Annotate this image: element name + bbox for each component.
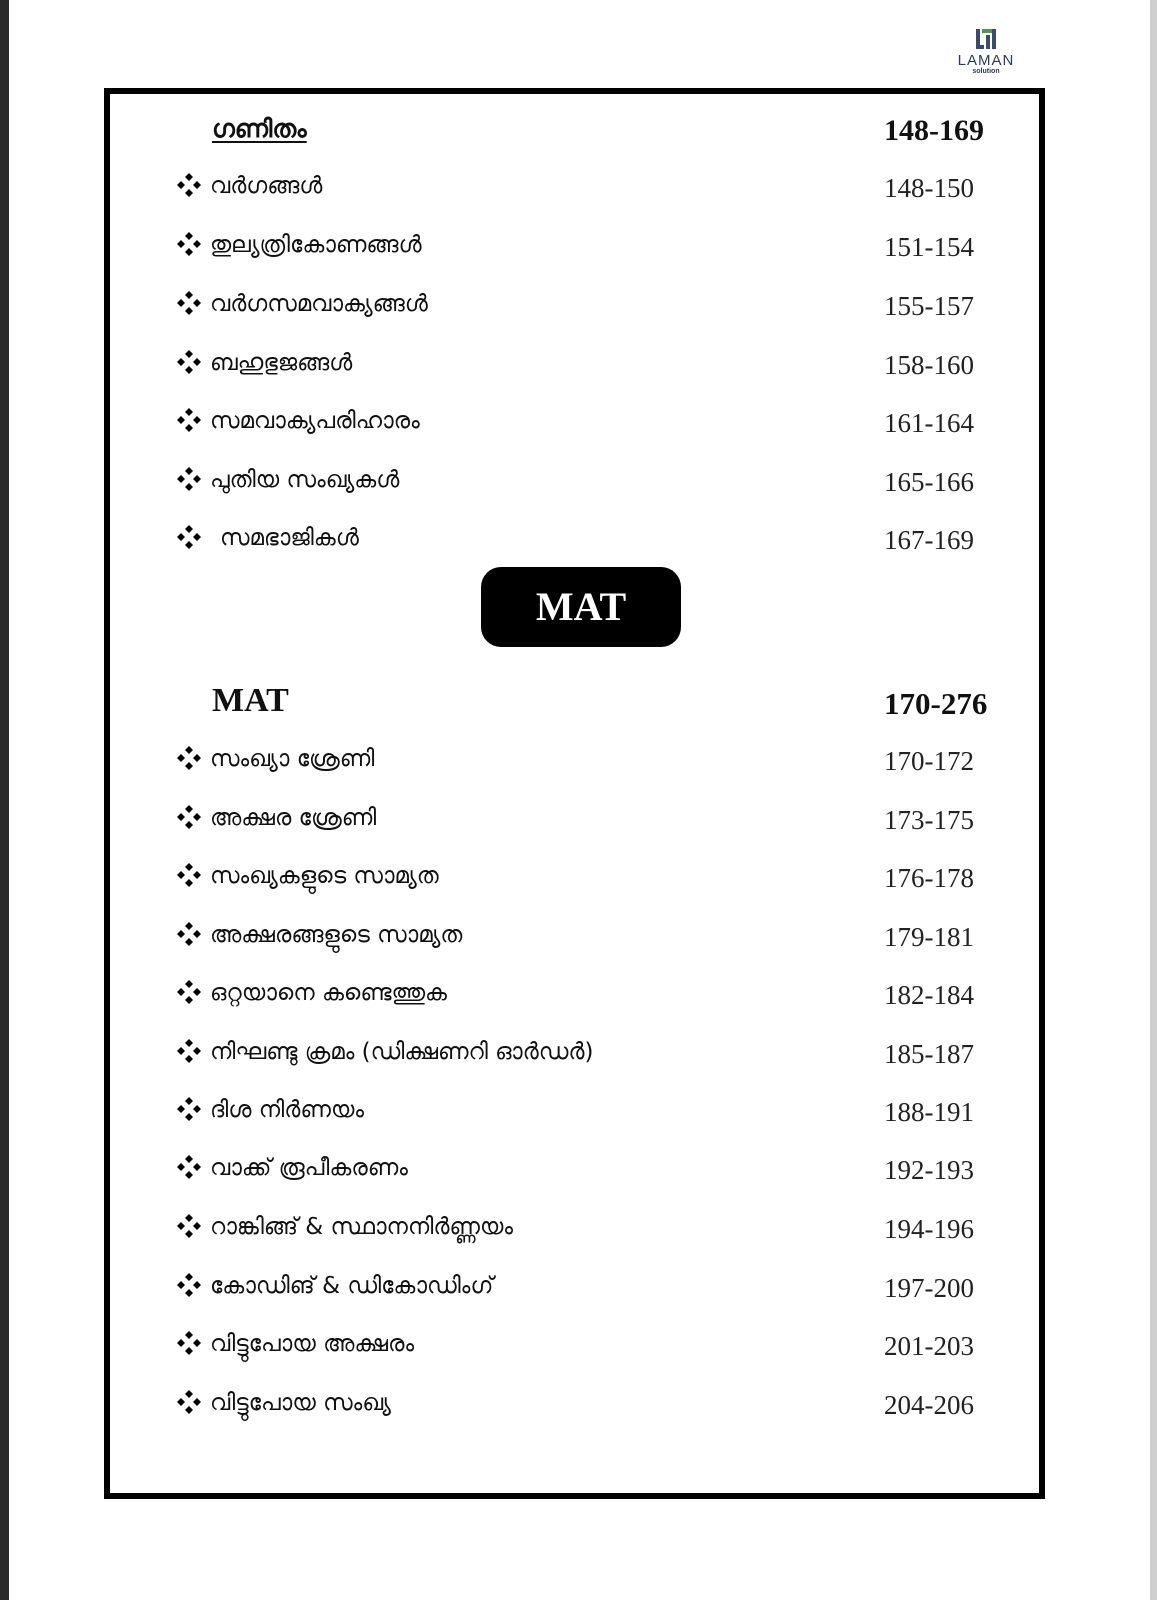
list-item: [110, 227, 1039, 267]
page-edge-left: [0, 0, 9, 1600]
list-item: [110, 1150, 1039, 1190]
item-pages: 194-196: [884, 1214, 974, 1244]
section-title: ഗണിതം: [212, 114, 307, 143]
item-pages: 148-150: [884, 173, 974, 203]
item-pages: 192-193: [884, 1155, 974, 1185]
item-pages: 170-172: [884, 746, 974, 776]
item-label: പുതിയ സംഖ്യകൾ: [210, 467, 400, 493]
item-label: സമഭാജികൾ: [220, 525, 359, 551]
list-item: [110, 462, 1039, 502]
item-label: വാക്ക് രൂപീകരണം: [210, 1155, 408, 1181]
page-edge-right: [1150, 0, 1157, 1600]
list-item: [110, 345, 1039, 385]
four-diamond-bullet-icon: [176, 290, 202, 316]
four-diamond-bullet-icon: [176, 349, 202, 375]
item-label: സമവാക്യപരിഹാരം: [210, 408, 420, 434]
item-pages: 158-160: [884, 350, 974, 380]
four-diamond-bullet-icon: [176, 862, 202, 888]
item-label: റാങ്കിങ്ങ് & സ്ഥാനനിർണ്ണയം: [210, 1214, 514, 1240]
item-pages: 188-191: [884, 1097, 974, 1127]
four-diamond-bullet-icon: [176, 1154, 202, 1180]
section-title: MAT: [212, 682, 289, 719]
four-diamond-bullet-icon: [176, 407, 202, 433]
four-diamond-bullet-icon: [176, 1330, 202, 1356]
logo-wordmark: LAMAN: [957, 52, 1015, 69]
list-item: [110, 403, 1039, 443]
four-diamond-bullet-icon: [176, 524, 202, 550]
laman-logo-icon: [972, 26, 1000, 52]
item-pages: 197-200: [884, 1273, 974, 1303]
item-pages: 201-203: [884, 1331, 974, 1361]
item-pages: 179-181: [884, 922, 974, 952]
list-item: [110, 1034, 1039, 1074]
four-diamond-bullet-icon: [176, 921, 202, 947]
item-pages: 167-169: [884, 525, 974, 555]
list-item: [110, 858, 1039, 898]
item-label: ബഹുഭുജങ്ങൾ: [210, 350, 353, 376]
four-diamond-bullet-icon: [176, 1213, 202, 1239]
item-label: സംഖ്യകളുടെ സാമ്യത: [210, 863, 439, 889]
four-diamond-bullet-icon: [176, 745, 202, 771]
item-label: വിട്ടുപോയ സംഖ്യ: [210, 1390, 391, 1416]
item-pages: 204-206: [884, 1390, 974, 1420]
item-label: അക്ഷരങ്ങളുടെ സാമ്യത: [210, 922, 463, 948]
item-label: സംഖ്യാ ശ്രേണി: [210, 746, 375, 772]
item-pages: 165-166: [884, 467, 974, 497]
list-item: [110, 286, 1039, 326]
contents-frame: [104, 88, 1045, 1499]
item-label: തുല്യത്രികോണങ്ങൾ: [210, 232, 422, 258]
four-diamond-bullet-icon: [176, 231, 202, 257]
four-diamond-bullet-icon: [176, 979, 202, 1005]
item-label: ദിശ നിർണയം: [210, 1097, 364, 1123]
item-label: വർഗസമവാക്യങ്ങൾ: [210, 291, 428, 317]
list-item: [110, 741, 1039, 781]
item-label: നിഘണ്ടു ക്രമം (ഡിക്ഷണറി ഓർഡർ): [210, 1039, 594, 1065]
four-diamond-bullet-icon: [176, 1272, 202, 1298]
four-diamond-bullet-icon: [176, 1096, 202, 1122]
four-diamond-bullet-icon: [176, 466, 202, 492]
mat-badge: MAT: [481, 567, 681, 647]
section-pages: 148-169: [884, 114, 984, 147]
list-item: [110, 520, 1039, 560]
item-label: ഒറ്റയാനെ കണ്ടെത്തുക: [210, 980, 447, 1006]
item-label: വിട്ടുപോയ അക്ഷരം: [210, 1331, 415, 1357]
laman-logo: [946, 26, 1026, 82]
item-pages: 182-184: [884, 980, 974, 1010]
list-item: [110, 1268, 1039, 1308]
list-item: [110, 1326, 1039, 1366]
section-heading-mat: [110, 682, 1039, 726]
list-item: [110, 800, 1039, 840]
four-diamond-bullet-icon: [176, 172, 202, 198]
logo-subtitle: solution: [972, 68, 1000, 75]
list-item: [110, 168, 1039, 208]
section-pages: 170-276: [884, 686, 988, 721]
list-item: [110, 1209, 1039, 1249]
item-pages: 176-178: [884, 863, 974, 893]
item-label: വർഗങ്ങൾ: [210, 173, 323, 199]
four-diamond-bullet-icon: [176, 1038, 202, 1064]
item-pages: 151-154: [884, 232, 974, 262]
section-heading-ganitham: [110, 114, 1039, 154]
item-label: അക്ഷര ശ്രേണി: [210, 805, 377, 831]
list-item: [110, 975, 1039, 1015]
item-label: കോഡിങ് & ഡികോഡിംഗ്: [210, 1273, 494, 1299]
item-pages: 173-175: [884, 805, 974, 835]
item-pages: 185-187: [884, 1039, 974, 1069]
item-pages: 155-157: [884, 291, 974, 321]
four-diamond-bullet-icon: [176, 1389, 202, 1415]
item-pages: 161-164: [884, 408, 974, 438]
list-item: [110, 917, 1039, 957]
list-item: [110, 1092, 1039, 1132]
four-diamond-bullet-icon: [176, 804, 202, 830]
list-item: [110, 1385, 1039, 1425]
